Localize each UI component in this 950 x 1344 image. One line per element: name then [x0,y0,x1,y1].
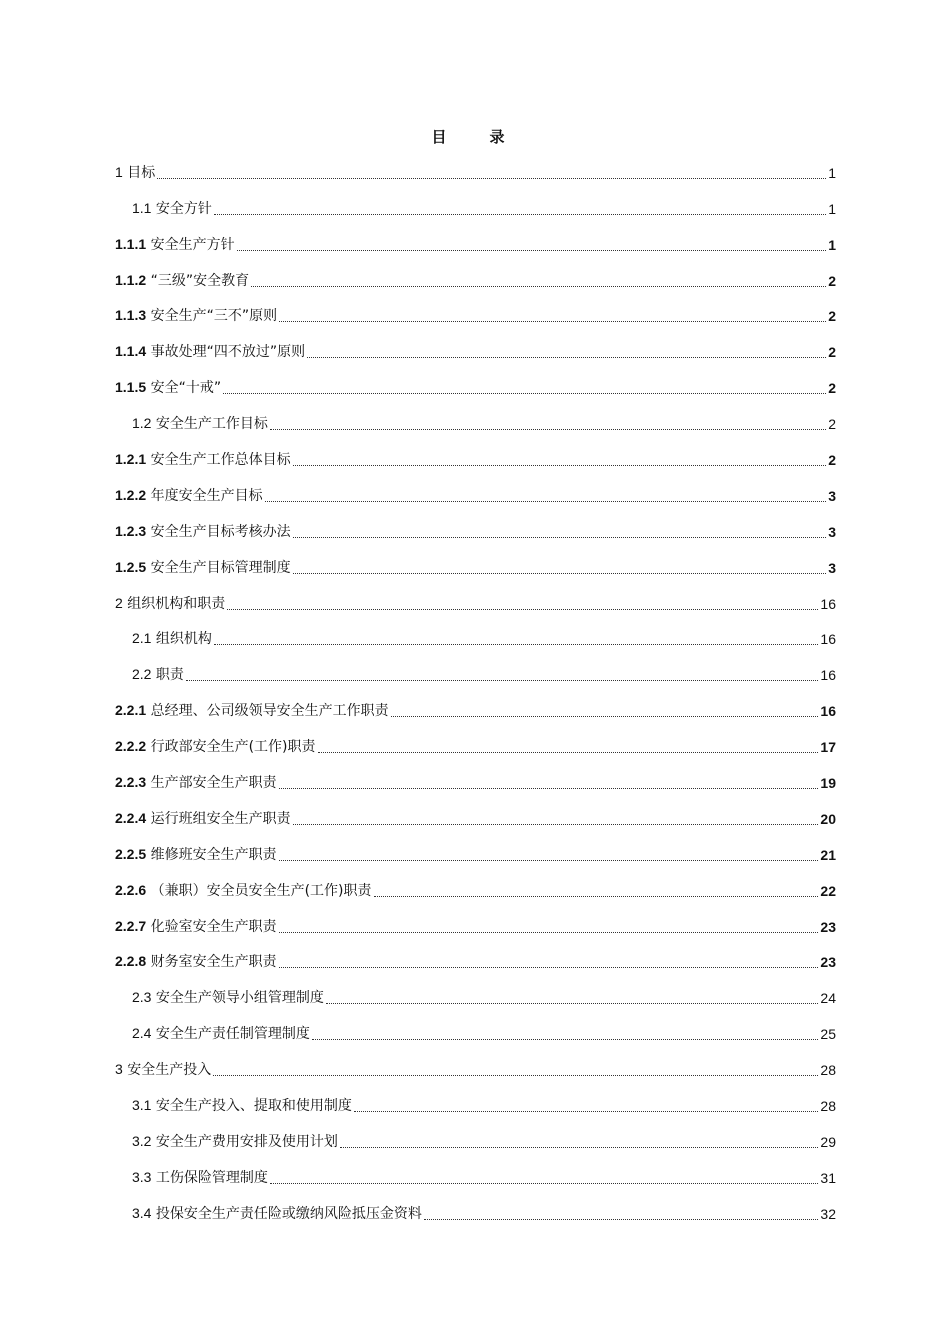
toc-entry-label: 安全生产方针 [150,236,235,253]
toc-entry-title [115,306,277,325]
toc-entry-number: 2.2.2 [115,738,147,755]
toc-entry-number: 1 [115,163,123,180]
toc-entry-label: 组织机构 [155,631,212,648]
toc-entry-title [115,163,155,182]
dot-leader [424,1218,819,1220]
toc-entry-title [132,1132,338,1151]
toc-entry-number: 1.2.5 [115,558,147,575]
toc-entry-label: 财务室安全生产职责 [150,954,277,971]
toc-entry[interactable] [115,756,836,792]
toc-entry-number: 3.4 [132,1204,152,1221]
toc-entry[interactable] [115,577,836,613]
toc-entry-label: 安全生产费用安排及使用计划 [155,1133,338,1150]
toc-entry-number: 3.1 [132,1097,152,1114]
toc-entry-number: 2.3 [132,989,152,1006]
toc-entry-number: 1.1.2 [115,271,147,288]
toc-entry-page: 16 [820,595,836,612]
toc-entry[interactable] [115,864,836,900]
toc-entry[interactable] [115,936,836,972]
dot-leader [213,1074,818,1076]
toc-entry-title [115,1060,211,1079]
toc-entry-number: 1.1 [132,199,152,216]
toc-entry-label: 职责 [155,667,184,684]
toc-title: 目 录 [431,128,519,146]
toc-entry-label: 安全生产领导小组管理制度 [155,990,324,1007]
dot-leader [279,320,826,322]
toc-entry-label: 安全生产工作目标 [155,416,268,433]
toc-entry-label: 生产部安全生产职责 [150,775,277,792]
toc-entry-page: 2 [828,452,836,469]
toc-entry-title [115,881,372,900]
toc-entry-page: 23 [820,954,836,971]
toc-entry-label: 安全“十戒” [150,380,222,397]
dot-leader [270,428,826,430]
toc-entry[interactable] [115,1079,836,1115]
toc-entry-label: 安全生产目标考核办法 [150,523,291,540]
toc-entry[interactable] [115,613,836,649]
dot-leader [293,823,819,825]
toc-entry-title [115,486,263,505]
toc-entry-page: 2 [828,344,836,361]
toc-entry-number: 2.2.3 [115,774,147,791]
toc-entry-page: 1 [828,200,836,217]
toc-entry-label: 维修班安全生产职责 [150,846,277,863]
toc-entry-page: 29 [820,1133,836,1150]
toc-entry-title [132,665,184,684]
toc-entry-page: 21 [820,846,836,863]
dot-leader [293,464,827,466]
toc-entry[interactable] [115,720,836,756]
toc-entry-title [115,235,235,254]
toc-entry-page: 2 [828,416,836,433]
toc-entry-number: 2.2.6 [115,881,147,898]
toc-entry-page: 20 [820,810,836,827]
toc-entry-title [115,845,277,864]
toc-entry-page: 22 [820,882,836,899]
toc-entry-page: 1 [828,236,836,253]
toc-entry-title [132,1096,352,1115]
dot-leader [279,859,819,861]
dot-leader [279,931,819,933]
toc-entry-page: 16 [820,667,836,684]
dot-leader [293,536,827,538]
toc-entry-label: 运行班组安全生产职责 [150,810,291,827]
toc-entry-page: 31 [820,1169,836,1186]
toc-entry-label: 安全生产责任制管理制度 [155,1026,310,1043]
toc-entry-label: 行政部安全生产(工作)职责 [150,739,316,756]
toc-entry-page: 3 [828,487,836,504]
toc-entry-title [132,629,212,648]
toc-entry-page: 2 [828,308,836,325]
toc-entry[interactable] [115,325,836,361]
dot-leader [340,1146,819,1148]
toc-entry[interactable] [115,1151,836,1187]
toc-entry-title [132,1168,268,1187]
toc-entry-title [115,917,277,936]
toc-entry-title [132,199,212,218]
dot-leader [214,643,819,645]
toc-entry-label: 安全生产投入 [127,1062,212,1079]
toc-entry-title [115,737,316,756]
toc-entry-number: 1.1.4 [115,343,147,360]
toc-entry[interactable] [115,648,836,684]
toc-entry-number: 1.2 [132,415,152,432]
toc-entry-number: 3.3 [132,1168,152,1185]
toc-entry-title [115,378,221,397]
toc-entry-title [115,271,249,290]
dot-leader [214,213,826,215]
toc-entry-number: 2.2.8 [115,953,147,970]
dot-leader [293,572,827,574]
toc-entry-label: 化验室安全生产职责 [150,918,277,935]
dot-leader [186,679,819,681]
toc-entry[interactable] [115,146,836,182]
dot-leader [157,177,826,179]
dot-leader [223,392,826,394]
toc-entry-page: 28 [820,1062,836,1079]
toc-entry[interactable] [115,900,836,936]
toc-entry[interactable] [115,684,836,720]
toc-entry[interactable] [115,971,836,1007]
toc-entry[interactable] [115,433,836,469]
toc-entry-number: 2.4 [132,1025,152,1042]
toc-entry-number: 2.2.1 [115,702,147,719]
toc-entry-number: 1.1.5 [115,379,147,396]
dot-leader [307,356,826,358]
toc-entry-title [115,701,389,720]
toc-entry-number: 2.2.5 [115,845,147,862]
toc-entry-label: 事故处理“四不放过”原则 [150,344,306,361]
toc-entry-title [115,952,277,971]
dot-leader [391,715,819,717]
toc-entry-title [132,988,324,1007]
toc-entry-label: 安全方针 [155,200,212,217]
dot-leader [279,787,819,789]
toc-entry-title [132,414,268,433]
toc-entry-number: 1.1.1 [115,235,147,252]
toc-entry-number: 1.2.3 [115,522,147,539]
dot-leader [237,249,827,251]
toc-entry-label: 组织机构和职责 [127,595,226,612]
toc-entry-page: 16 [820,631,836,648]
toc-entry-page: 3 [828,523,836,540]
toc-entry[interactable] [115,1187,836,1223]
dot-leader [265,500,827,502]
toc-entry-label: 工伤保险管理制度 [155,1169,268,1186]
toc-entry[interactable] [115,541,836,577]
dot-leader [312,1038,819,1040]
toc-entry-title [115,809,291,828]
toc-entry-page: 2 [828,272,836,289]
toc-entry-label: （兼职）安全员安全生产(工作)职责 [150,882,372,899]
toc-entry-number: 2.1 [132,630,152,647]
dot-leader [318,751,819,753]
toc-entry-label: 安全生产投入、提取和使用制度 [155,1098,352,1115]
toc-entry-title [115,342,305,361]
toc-entry-number: 2 [115,594,123,611]
toc-entry-number: 2.2.4 [115,809,147,826]
toc-entry[interactable] [115,182,836,218]
toc-entry[interactable] [115,290,836,326]
toc-entry-page: 28 [820,1098,836,1115]
toc-entry-label: 年度安全生产目标 [150,487,263,504]
toc-entry-page: 32 [820,1205,836,1222]
dot-leader [374,895,819,897]
toc-entry-title [115,594,225,613]
toc-entry[interactable] [115,397,836,433]
dot-leader [227,608,818,610]
dot-leader [326,1002,819,1004]
toc-entry-title [115,558,291,577]
dot-leader [354,1110,819,1112]
toc-entry-label: 投保安全生产责任险或缴纳风险抵压金资料 [155,1205,422,1222]
toc-entry[interactable] [115,1115,836,1151]
toc-entry[interactable] [115,361,836,397]
toc-entry-page: 19 [820,775,836,792]
toc-entry-page: 23 [820,918,836,935]
toc-entry-label: 安全生产“三不”原则 [150,308,278,325]
toc-entry-label: 总经理、公司级领导安全生产工作职责 [150,703,389,720]
toc-entry-page: 24 [820,990,836,1007]
toc-entry-title [115,522,291,541]
toc-entry[interactable] [115,505,836,541]
dot-leader [251,285,826,287]
toc-entry[interactable] [115,254,836,290]
toc-entry[interactable] [115,792,836,828]
toc-entry-number: 2.2.7 [115,917,147,934]
toc-entry-number: 3 [115,1061,123,1078]
table-of-contents [115,146,836,1223]
toc-entry-page: 1 [828,164,836,181]
toc-entry-number: 1.1.3 [115,307,147,324]
toc-entry[interactable] [115,469,836,505]
toc-entry-label: 安全生产目标管理制度 [150,559,291,576]
toc-entry[interactable] [115,218,836,254]
dot-leader [279,966,819,968]
toc-entry-page: 17 [820,739,836,756]
toc-entry-page: 25 [820,1026,836,1043]
toc-entry-title [115,450,291,469]
toc-entry[interactable] [115,1007,836,1043]
toc-entry-number: 1.2.2 [115,486,147,503]
toc-entry-page: 2 [828,380,836,397]
toc-entry-title [132,1204,422,1223]
toc-entry[interactable] [115,828,836,864]
toc-entry-title [132,1024,310,1043]
toc-entry-page: 16 [820,703,836,720]
dot-leader [270,1182,819,1184]
toc-entry-number: 3.2 [132,1132,152,1149]
toc-entry-page: 3 [828,559,836,576]
toc-entry-label: 目标 [127,164,156,181]
toc-entry-number: 2.2 [132,666,152,683]
toc-entry-number: 1.2.1 [115,451,147,468]
toc-entry-label: “三级”安全教育 [150,272,250,289]
toc-entry-title [115,773,277,792]
toc-entry-label: 安全生产工作总体目标 [150,452,291,469]
toc-entry[interactable] [115,1043,836,1079]
